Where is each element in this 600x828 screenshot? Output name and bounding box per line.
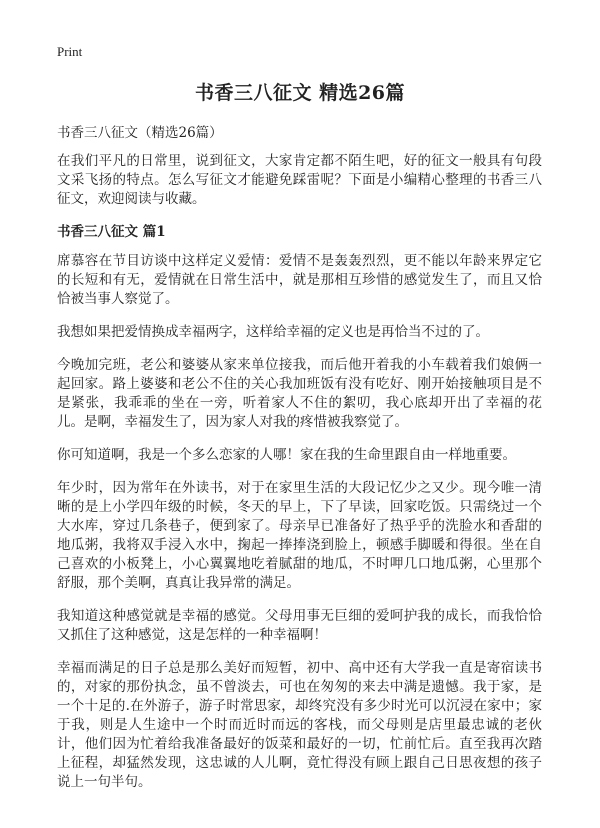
body-paragraph: 你可知道啊，我是一个多么恋家的人哪！家在我的生命里跟自由一样地重要。 [57,447,516,463]
section-heading: 书香三八征文 篇1 [57,224,166,240]
body-paragraph: 我知道这种感觉就是幸福的感觉。父母用事无巨细的爱呵护我的成长，而我恰恰又抓住了这种感觉，这是怎样的一种幸福啊！ [57,608,542,643]
intro-paragraph: 在我们平凡的日常里，说到征文，大家肯定都不陌生吧，好的征文一般具有句段文采飞扬的特点。怎么写征文才能避免踩雷呢？下面是小编精心整理的书香三八征文，欢迎阅读与收藏。 [57,153,542,207]
body-paragraph: 今晚加完班，老公和婆婆从家来单位接我，而后他开着我的小车载着我们娘俩一起回家。路上婆婆和老公不住的关心我加班饭有没有吃好、刚开始接触项目是不是紧张，我乖乖的坐在一旁，听着家人不住的絮叨，我心底却开出了幸福的花儿。是啊，幸福发生了，因为家人对我的疼惜被我察觉了。 [57,357,542,430]
article-body [57,152,542,806]
document-subtitle: 书香三八征文（精选26篇） [57,125,223,141]
page-title: 书香三八征文 精选26篇 [194,82,406,104]
body-paragraph: 幸福而满足的日子总是那么美好而短暂，初中、高中还有大学我一直是寄宿读书的，对家的那份执念，虽不曾淡去，可也在匆匆的来去中满是遗憾。我于家，是一个十足的.在外游子，游子时常思家，却终究没有多少时光可以沉浸在家中；家于我，则是人生途中一个时而近时而远的客栈，而父母则是店里最忠诚的老伙计，他们因为忙着给我准备最好的饭菜和最好的一切，忙前忙后。直至我再次踏上征程，却猛然发现，这忠诚的人儿啊，竟忙得没有顾上跟自己日思夜想的孩子说上一句半句。 [57,660,542,790]
body-paragraph: 年少时，因为常年在外读书，对于在家里生活的大段记忆少之又少。现今唯一清晰的是上小学四年级的时候，冬天的早上，下了早读，回家吃饭。只需绕过一个大水库，穿过几条巷子，便到家了。母亲早已准备好了热乎乎的洗脸水和香甜的地瓜粥，我将双手浸入水中，掬起一捧捧浇到脸上，顿感手脚暖和得很。坐在自己喜欢的小板凳上，小心翼翼地吃着腻甜的地瓜，不时呷几口地瓜粥，心里那个舒服，那个美啊，真真让我异常的满足。 [57,480,542,591]
print-link[interactable]: Print [57,44,83,59]
body-paragraph: 我想如果把爱情换成幸福两字，这样给幸福的定义也是再恰当不过的了。 [57,324,489,340]
body-paragraph: 席慕容在节目访谈中这样定义爱情：爱情不是轰轰烈烈，更不能以年龄来界定它的长短和有无，爱情就在日常生活中，就是那相互珍惜的感觉发生了，而且又恰恰被当事人察觉了。 [57,253,542,307]
